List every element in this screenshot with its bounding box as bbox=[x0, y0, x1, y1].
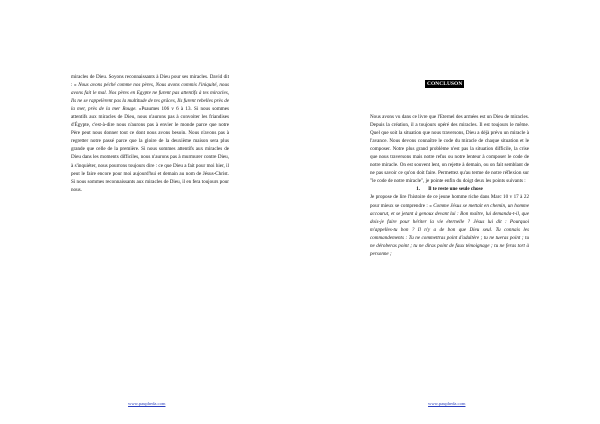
section-body bbox=[370, 193, 529, 257]
conclusion-intro: Nous avons vu dans ce livre que l'Eternel des armées est un Dieu de miracles. Depuis la création, il a toujours opéré des miracles. Il est toujours le même. Quel que soit la situation que nous traversons, Dieu a déjà prévu un miracle à l'avance. Nous devons connaître le code du miracle de chaque situation et le composer. Notre plus grand problème n'est pas la situation difficile, la crise que nous traversons mais notre refus ou notre lenteur à composer le code de notre miracle. On est souvent lent, on rejette à demain, ou on fait semblant de ne pas savoir ce qu'on doit faire. Permettez qu'au terme de notre réflexion sur "le code de notre miracle", je pointe enfin du doigt deux les points suivants : bbox=[370, 114, 529, 185]
left-segment-2-italic: Nous avons péché comme nos pères, Nous avons commis l'iniquité, nous avons fait le mal. Nos pères en Egypte ne furent pas attentifs à tes miracles, Ils ne se rappelèrent pas la multitude de tes grâces, Ils furent rebelles près de la mer, près de la mer Rouge. bbox=[71, 82, 229, 113]
left-paragraph bbox=[71, 73, 229, 194]
right-segment-2-italic: Comme Jésus se mettait en chemin, un homme accourut, et se jetant à genoux devant lui : Bon maître, lui demanda-t-il, que dois-je faire pour hériter la vie éternelle ? Jésus lui dit : Pourquoi m'appelles-tu bon ? Il n'y a de bon que Dieu seul. Tu connais les commandements : Tu ne commettras point d'adultère ; tu ne tueras point ; tu ne déroberas point ; tu ne diras point de faux témoignage ; tu ne feras tort à personne ; bbox=[370, 202, 529, 257]
left-segment-1: miracles de Dieu. Soyons reconnaissants à Dieu pour ses miracles. David dit : « bbox=[71, 74, 229, 89]
section-title: Il te reste une seule chose bbox=[428, 186, 483, 193]
left-segment-3: »Psaumes 106 v 6 à 13. Si nous sommes attentifs aux miracles de Dieu, nous n'aurons pas à convoiter les friandises d'Égypte, c'est-à-dire nous n'aurons pas à envier le monde parce que notre Père peut nous donner tout ce dont nous avons besoin. Nous n'avons pas à regretter notre passé parce que la gloire de la deuxième maison sera plus grande que celle de la première. Si nous sommes attentifs aux miracles de Dieu dans les moments difficiles, nous n'aurons pas à murmurer contre Dieu, à s'inquiéter, nous pourrons toujours dire : ce que Dieu a fait pour moi hier, il peut le faire encore pour moi aujourd'hui et demain au nom de Jésus-Christ. Si nous sommes reconnaissants aux miracles de Dieu, il en fera toujours pour nous. bbox=[71, 106, 229, 193]
conclusion-heading: CONCLUSON bbox=[427, 81, 463, 87]
right-page bbox=[300, 0, 600, 424]
left-page-body bbox=[71, 73, 229, 194]
section-number: 1. bbox=[416, 186, 421, 193]
section-heading bbox=[370, 185, 529, 193]
right-segment-1: Je propose de lire l'histoire de ce jeune homme riche dans Marc 10 v 17 à 22 pour mieux se comprendre : « bbox=[370, 194, 529, 209]
right-footer-link[interactable]: www.paupheda.com bbox=[428, 401, 466, 406]
left-footer-link[interactable]: www.paupheda.com bbox=[128, 401, 166, 406]
right-page-body bbox=[370, 113, 529, 258]
